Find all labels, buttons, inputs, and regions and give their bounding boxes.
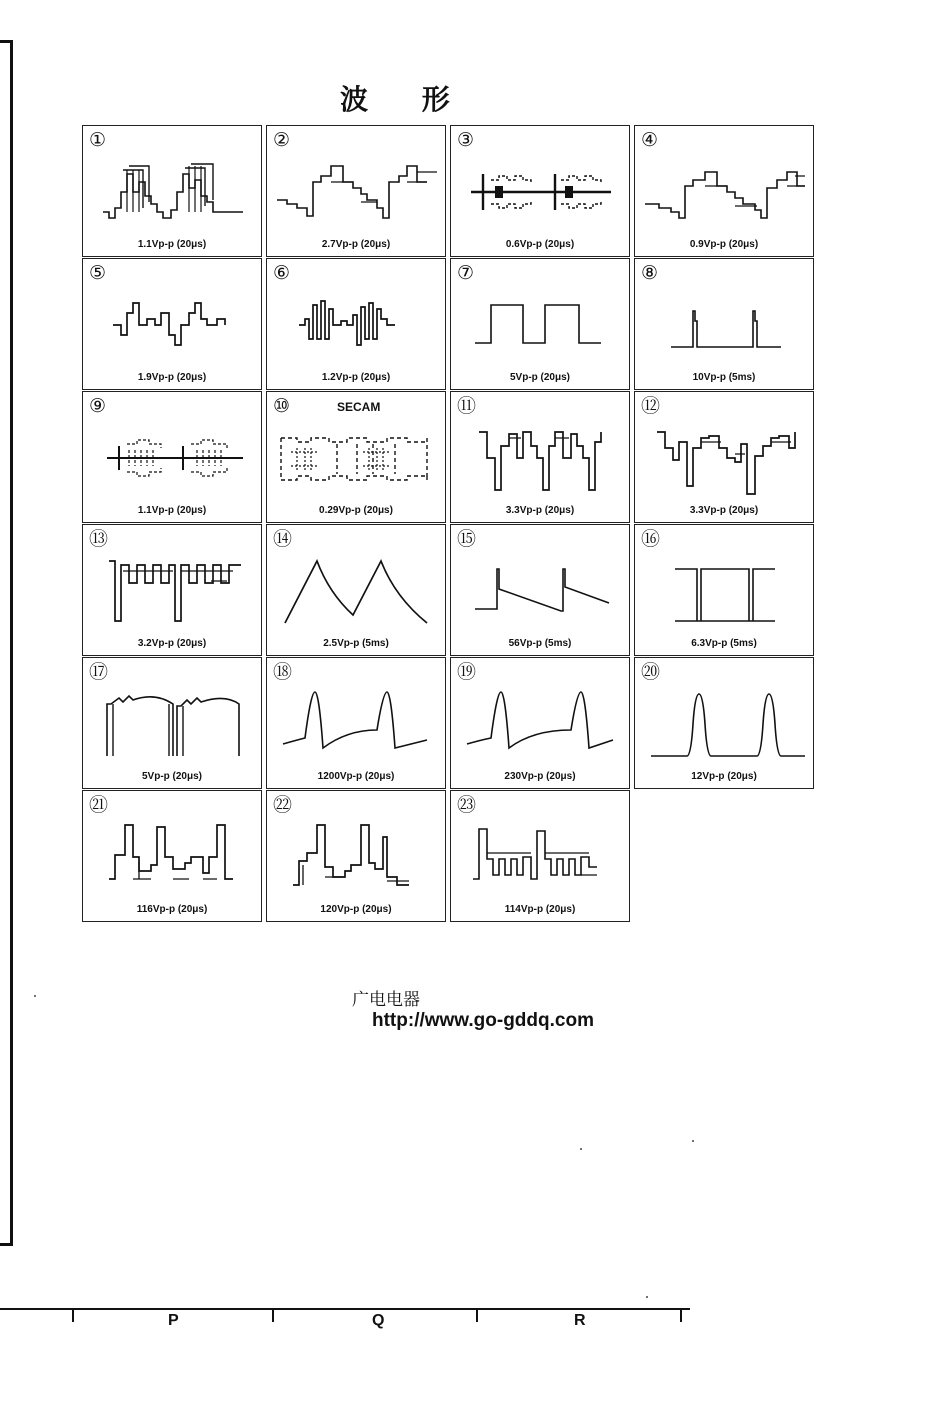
waveform-cell-6 [266,258,446,390]
waveform-cell-23 [450,790,630,922]
ruler-tick [72,1308,74,1322]
waveform-caption: 2.5Vp-p (5ms) [323,638,389,649]
waveform-caption: 6.3Vp-p (5ms) [691,638,757,649]
secam-label: SECAM [337,400,381,414]
ruler-line [0,1308,690,1310]
waveform-14-trace [277,551,437,633]
scan-speck [692,1140,694,1142]
waveform-cell-20 [634,657,814,789]
waveform-cell-18 [266,657,446,789]
waveform-number: ⑨ [89,395,107,417]
waveform-caption: 12Vp-p (20μs) [691,771,757,782]
waveform-20-trace [645,684,805,766]
waveform-cell-2 [266,125,446,257]
waveform-6-trace [277,285,437,367]
ruler-label-p: P [168,1312,179,1329]
waveform-caption: 0.6Vp-p (20μs) [505,239,575,250]
waveform-cell-22 [266,790,446,922]
waveform-caption: 1.2Vp-p (20μs) [321,372,391,383]
scan-speck [34,995,36,997]
ruler-tick [272,1308,274,1322]
waveform-caption: 114Vp-p (20μs) [504,904,576,915]
waveform-caption: 1.1Vp-p (20μs) [137,505,207,516]
waveform-12-trace [645,418,805,500]
waveform-number: ⑩ [273,395,291,417]
waveform-cell-11 [450,391,630,523]
waveform-cell-14 [266,524,446,656]
waveform-number: ⑮ [457,528,477,550]
waveform-2-trace [277,152,437,234]
scan-speck [580,1148,582,1150]
waveform-caption: 230Vp-p (20μs) [504,771,576,782]
ruler-label-q: Q [372,1312,385,1329]
waveform-9-trace [93,418,253,500]
waveform-7-trace [461,285,621,367]
waveform-number: ⑫ [641,395,661,417]
waveform-cell-9 [82,391,262,523]
waveform-4-trace [645,152,805,234]
waveform-number: ⑪ [457,395,477,417]
waveform-caption: 3.2Vp-p (20μs) [137,638,207,649]
ruler-tick [476,1308,478,1322]
bottom-grid-ruler [0,1308,690,1328]
waveform-cell-17 [82,657,262,789]
waveform-19-trace [461,684,621,766]
waveform-caption: 1.9Vp-p (20μs) [137,372,207,383]
page-title: 波 形 [340,83,472,116]
waveform-cell-21 [82,790,262,922]
waveform-13-trace [93,551,253,633]
waveform-21-trace [93,817,253,899]
waveform-caption: 5Vp-p (20μs) [141,771,203,782]
waveform-1-trace [93,152,253,234]
waveform-cell-16 [634,524,814,656]
waveform-number: ③ [457,129,475,151]
waveform-number: ⑬ [89,528,109,550]
waveform-cell-19 [450,657,630,789]
waveform-17-trace [93,684,253,766]
waveform-number: ⑤ [89,262,107,284]
waveform-15-trace [461,551,621,633]
waveform-caption: 56Vp-p (5ms) [508,638,572,649]
waveform-cell-7 [450,258,630,390]
waveform-cell-15 [450,524,630,656]
waveform-3-trace [461,152,621,234]
waveform-number: ⑥ [273,262,291,284]
waveform-number: ⑱ [273,661,293,683]
waveform-caption: 10Vp-p (5ms) [692,372,756,383]
waveform-23-trace [461,817,621,899]
waveform-number: ⑰ [89,661,109,683]
scan-speck [646,1296,648,1298]
waveform-cell-5 [82,258,262,390]
waveform-cell-3 [450,125,630,257]
waveform-number: ④ [641,129,659,151]
waveform-5-trace [93,285,253,367]
waveform-cell-4 [634,125,814,257]
waveform-cell-12 [634,391,814,523]
waveform-number: ② [273,129,291,151]
waveform-cell-13 [82,524,262,656]
ruler-tick [680,1308,682,1322]
waveform-8-trace [645,285,805,367]
footer-brand: 广电电器 [352,990,420,1010]
waveform-number: ㉓ [457,794,477,816]
waveform-number: ㉑ [89,794,109,816]
waveform-18-trace [277,684,437,766]
waveform-caption: 2.7Vp-p (20μs) [321,239,391,250]
waveform-number: ⑧ [641,262,659,284]
page-border-left [0,40,13,1246]
waveform-caption: 0.9Vp-p (20μs) [689,239,759,250]
waveform-caption: 1.1Vp-p (20μs) [137,239,207,250]
waveform-cell-8 [634,258,814,390]
waveform-caption: 5Vp-p (20μs) [509,372,571,383]
waveform-cell-10 [266,391,446,523]
footer-url[interactable]: http://www.go-gddq.com [372,1010,594,1031]
waveform-22-trace [277,817,437,899]
waveform-caption: 3.3Vp-p (20μs) [505,505,575,516]
waveform-10-trace [277,418,437,500]
waveform-number: ⑯ [641,528,661,550]
waveform-caption: 116Vp-p (20μs) [136,904,208,915]
waveform-number: ⑳ [641,661,661,683]
waveform-number: ⑭ [273,528,293,550]
waveform-caption: 1200Vp-p (20μs) [317,771,395,782]
waveform-number: ⑲ [457,661,477,683]
waveform-caption: 120Vp-p (20μs) [320,904,392,915]
waveform-number: ⑦ [457,262,475,284]
waveform-caption: 0.29Vp-p (20μs) [319,505,393,516]
waveform-11-trace [461,418,621,500]
waveform-number: ① [89,129,107,151]
waveform-cell-1 [82,125,262,257]
waveform-caption: 3.3Vp-p (20μs) [689,505,759,516]
waveform-number: ㉒ [273,794,293,816]
ruler-label-r: R [574,1312,586,1329]
waveform-16-trace [645,551,805,633]
